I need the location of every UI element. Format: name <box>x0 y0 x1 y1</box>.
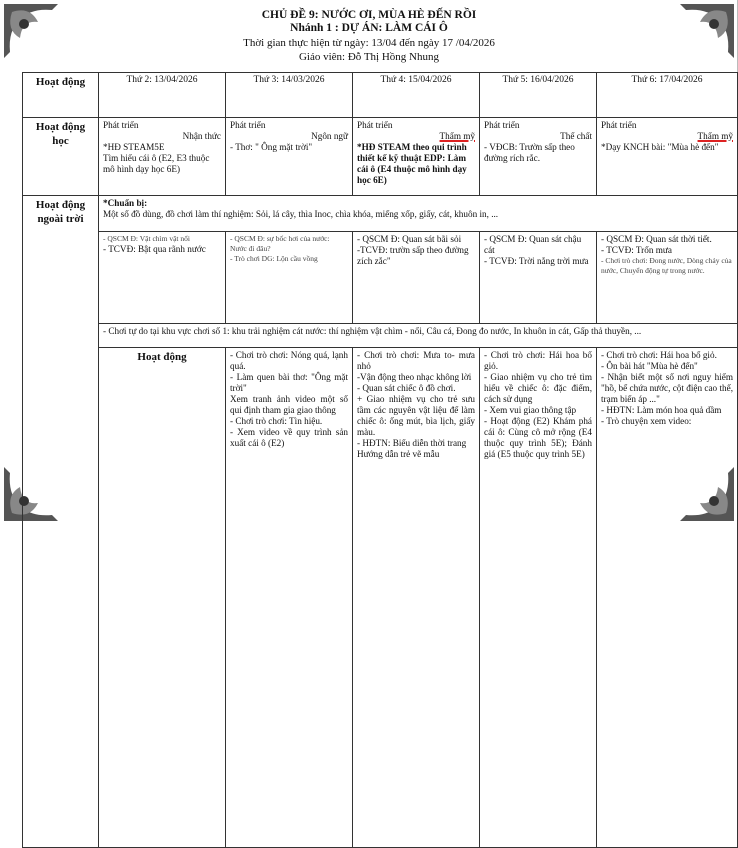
activity-line: - HĐTN: Làm món hoa quả dầm <box>601 405 722 415</box>
preparation-cell <box>99 196 738 232</box>
domain-name: Ngôn ngữ <box>311 131 348 141</box>
learning-cell <box>226 118 353 196</box>
row-label-activities: Hoạt động <box>99 348 226 848</box>
table-row-corner-activities <box>23 348 738 848</box>
table-header-row <box>23 73 738 118</box>
teacher-name: Giáo viên: Đỗ Thị Hồng Nhung <box>298 51 440 63</box>
activity-line: - Chơi trò chơi: Đong nước, Dòng chảy của nước, Chuyển động tự trong nước. <box>601 256 732 275</box>
learning-cell <box>597 118 738 196</box>
outdoor-cell <box>226 232 353 324</box>
activity-line: - Chơi trò chơi: Hái hoa bổ giỏ. <box>601 350 717 360</box>
activity-line: - Trò chơi DG: Lộn cầu vồng <box>230 254 318 263</box>
day-header: Thứ 3: 14/03/2026 <box>226 73 353 118</box>
activity-line: - Giao nhiệm vụ cho trẻ tìm hiểu về chiếc ô: đặc điểm, cách sử dụng <box>484 372 592 404</box>
activities-cell <box>226 348 353 848</box>
domain-label: Phát triển <box>357 120 393 130</box>
activity-line: - Nhận biết một số nơi nguy hiểm "hồ, bể chứa nước, cột điện cao thế, trạm biến áp ..." <box>601 372 733 404</box>
domain-name: Nhận thức <box>182 131 221 141</box>
learning-cell <box>480 118 597 196</box>
activity-line: - QSCM Đ: sự bốc hơi của nước: Nước đi đâu? <box>230 234 330 253</box>
weekly-plan-table <box>22 72 738 848</box>
free-play-cell: - Chơi tự do tại khu vực chơi số 1: khu trải nghiệm cát nước: thí nghiệm vật chìm - nổi, Câu cá, Đong đo nước, In khuôn in cát, Gấp thả thuyền, ... <box>99 324 738 348</box>
table-row-preparation <box>23 196 738 232</box>
activity-line: - TCVĐ: Trốn mưa <box>601 245 672 255</box>
activity-line: *HĐ STEAM5E <box>103 142 165 152</box>
plan-subtitle: Nhánh 1 : DỰ ÁN: LÀM CÁI Ô <box>290 22 448 34</box>
activity-line: - Xem video về quy trình sản xuất cái ô (E2) <box>230 427 348 448</box>
activity-line: - Chơi trò chơi: Nóng quá, lạnh quá. <box>230 350 348 371</box>
day-header: Thứ 5: 16/04/2026 <box>480 73 597 118</box>
outdoor-cell <box>480 232 597 324</box>
plan-title: CHỦ ĐỀ 9: NƯỚC ƠI, MÙA HÈ ĐẾN RỒI <box>261 9 477 21</box>
outdoor-cell <box>99 232 226 324</box>
activity-line: - QSCM Đ: Quan sát thời tiết. <box>601 234 712 244</box>
domain-label: Phát triển <box>230 120 266 130</box>
activity-line: - QSCM Đ: Quan sát bãi sỏi <box>357 234 462 244</box>
activity-line: - TCVĐ: Trời nắng trời mưa <box>484 256 589 266</box>
activity-line: - Làm quen bài thơ: "Ông mặt trời" <box>230 372 348 393</box>
row-label-learning: Hoạt động học <box>23 118 99 196</box>
activity-line: - Hoạt động (E2) Khám phá cái ô: Cùng cô mở rộng (E4 thuộc quy trình 5E); Đánh giá (E5 thuộc quy trình 5E) <box>484 416 592 459</box>
learning-cell <box>353 118 480 196</box>
activity-line: - HĐTN: Biểu diễn thời trang <box>357 438 467 448</box>
activity-line: - Trò chuyện xem video: <box>601 416 692 426</box>
domain-name: Thể chất <box>560 131 592 141</box>
domain-label: Phát triển <box>484 120 520 130</box>
activities-cell <box>480 348 597 848</box>
preparation-text: Một số đồ dùng, đồ chơi làm thí nghiệm: Sỏi, lá cây, thìa Inoc, chìa khóa, miếng xốp, giấy, cát, khuôn in, ... <box>103 209 499 219</box>
activity-line: - Thơ: " Ông mặt trời" <box>230 142 313 152</box>
column-header-activity: Hoạt động <box>23 73 99 118</box>
activity-line: -TCVĐ: trườn sấp theo đường zích zắc" <box>357 245 469 266</box>
table-row-free-play <box>23 324 738 348</box>
activity-line: - Chơi trò chơi: Tìn hiệu. <box>230 416 323 426</box>
domain-name: Thẩm mỹ <box>697 131 733 141</box>
activity-line: - Ôn bài hát "Mùa hè đến" <box>601 361 698 371</box>
activity-line: - Xem vui giao thông tập <box>484 405 577 415</box>
day-header: Thứ 2: 13/04/2026 <box>99 73 226 118</box>
activity-line: Hướng dẫn trẻ vẽ mẫu <box>357 449 440 459</box>
activity-line: Tìm hiểu cái ô (E2, E3 thuộc mô hình dạy học 6E) <box>103 153 210 174</box>
learning-cell <box>99 118 226 196</box>
activity-line: Xem tranh ảnh video một số qui định tham gia giao thông <box>230 394 348 415</box>
domain-label: Phát triển <box>601 120 637 130</box>
activity-line: - QSCM Đ: Quan sát chậu cát <box>484 234 582 255</box>
day-header: Thứ 4: 15/04/2026 <box>353 73 480 118</box>
activities-cell <box>597 348 738 848</box>
activity-line: - Chơi trò chơi: Hái hoa bổ giỏ. <box>484 350 592 371</box>
activity-line: - Quan sát chiếc ô đồ chơi. <box>357 383 456 393</box>
activity-line: -Vận động theo nhạc không lời <box>357 372 472 382</box>
outdoor-cell <box>353 232 480 324</box>
preparation-title: *Chuẩn bị: <box>103 198 148 208</box>
activity-line: *HĐ STEAM theo qui trình thiết kế kỹ thuật EDP: Làm cái ô (E4 thuộc mô hình dạy học 6E) <box>357 142 467 185</box>
plan-dates: Thời gian thực hiện từ ngày: 13/04 đến ngày 17 /04/2026 <box>243 37 495 49</box>
table-row-learning <box>23 118 738 196</box>
activity-line: - VĐCB: Trườn sấp theo đường rích rắc. <box>484 142 575 163</box>
activity-line: - QSCM Đ: Vật chìm vật nổi <box>103 234 190 243</box>
activity-line: + Giao nhiệm vụ cho trẻ sưu tầm các nguyên vật liệu để làm chiếc ô: ống mút, bìa lịch, giấy màu. <box>357 394 475 437</box>
outdoor-cell <box>597 232 738 324</box>
row-label-outdoor: Hoạt động ngoài trời <box>23 196 99 848</box>
activities-cell <box>353 348 480 848</box>
table-row-outdoor <box>23 232 738 324</box>
activity-line: *Dạy KNCH bài: "Mùa hè đến" <box>601 142 719 152</box>
day-header: Thứ 6: 17/04/2026 <box>597 73 738 118</box>
domain-name: Thẩm mỹ <box>439 131 475 141</box>
domain-label: Phát triển <box>103 120 139 130</box>
activity-line: - TCVĐ: Bật qua rãnh nước <box>103 244 206 254</box>
activity-line: - Chơi trò chơi: Mưa to- mưa nhỏ <box>357 350 475 371</box>
